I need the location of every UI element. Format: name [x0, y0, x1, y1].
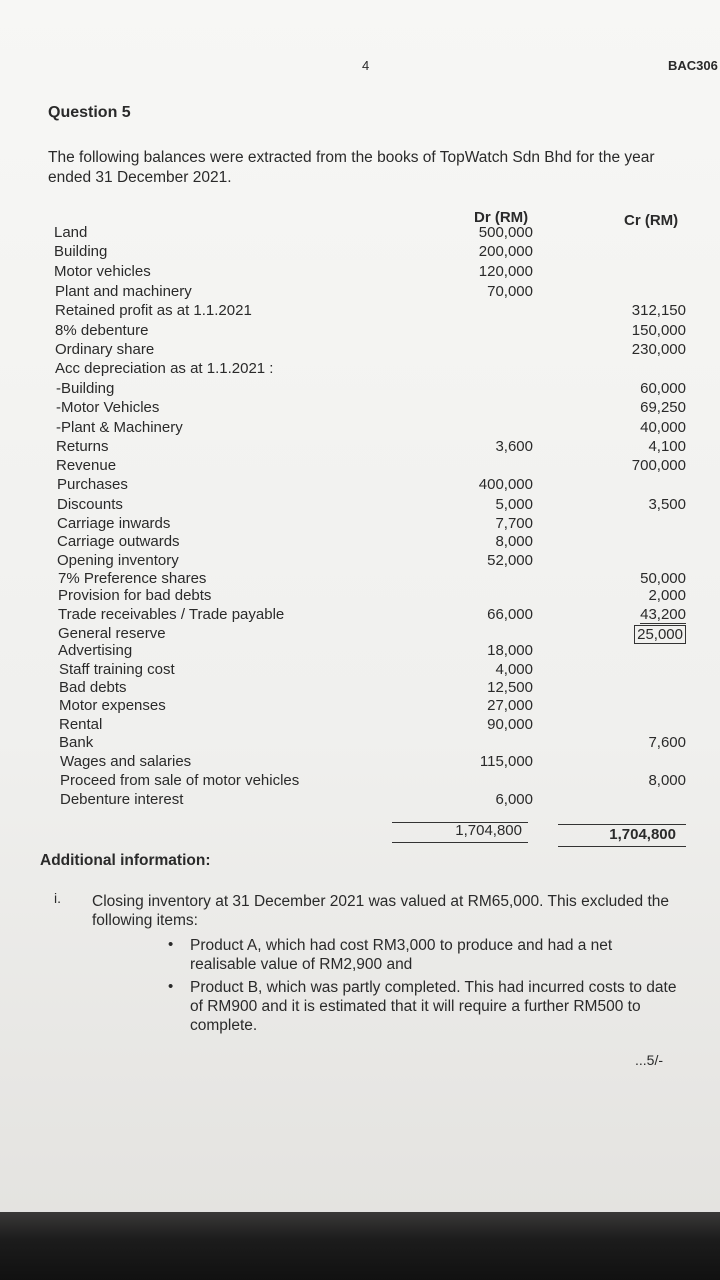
- table-row: [0, 515, 720, 535]
- total-cr: 1,704,800: [609, 826, 676, 843]
- row-debit: 7,700: [495, 515, 533, 532]
- row-debit: 115,000: [479, 753, 533, 770]
- table-row: [0, 322, 720, 342]
- bullet-icon: •: [168, 936, 174, 953]
- row-label: 7% Preference shares: [58, 570, 207, 587]
- row-label: Carriage outwards: [57, 533, 180, 550]
- row-credit: 230,000: [631, 341, 686, 358]
- bullet-icon: •: [168, 978, 174, 995]
- table-row: [0, 791, 720, 811]
- table-row: [0, 587, 720, 607]
- course-code: BAC306: [668, 58, 718, 73]
- table-row: [0, 224, 720, 244]
- row-debit: 500,000: [478, 224, 533, 241]
- table-row: [0, 341, 720, 361]
- row-debit: 400,000: [478, 476, 533, 493]
- table-row: [0, 243, 720, 263]
- row-debit: 8,000: [495, 533, 533, 550]
- table-row: [0, 360, 720, 380]
- row-label: 8% debenture: [55, 322, 149, 339]
- row-debit: 52,000: [487, 552, 533, 569]
- row-label: Returns: [56, 438, 109, 455]
- row-credit: 40,000: [640, 419, 686, 436]
- table-row: [0, 438, 720, 458]
- row-credit: 700,000: [631, 457, 686, 474]
- table-row: [0, 476, 720, 496]
- row-credit: 2,000: [648, 587, 686, 604]
- table-row: [0, 679, 720, 699]
- row-label: Motor vehicles: [54, 263, 151, 280]
- row-label: -Motor Vehicles: [56, 399, 160, 416]
- table-row: [0, 380, 720, 400]
- row-debit: 6,000: [495, 791, 533, 808]
- table-row: [0, 716, 720, 736]
- row-label: Opening inventory: [57, 552, 179, 569]
- table-row: [0, 419, 720, 439]
- row-credit: 3,500: [648, 496, 686, 513]
- table-row: [0, 606, 720, 626]
- row-credit: 25,000: [634, 625, 686, 644]
- row-label: Trade receivables / Trade payable: [58, 606, 285, 623]
- row-label: Provision for bad debts: [58, 587, 212, 604]
- row-debit: 5,000: [495, 496, 533, 513]
- table-row: [0, 772, 720, 792]
- row-label: Wages and salaries: [60, 753, 192, 770]
- row-debit: 120,000: [478, 263, 533, 280]
- bullet-product-b: Product B, which was partly completed. This had incurred costs to date of RM900 and it is estimated that it will require a further RM500 to complete.: [190, 979, 677, 1034]
- row-label: Purchases: [57, 476, 128, 493]
- table-row: [0, 697, 720, 717]
- row-label: Plant and machinery: [55, 283, 192, 300]
- row-credit: 69,250: [640, 399, 686, 416]
- question-title: Question 5: [48, 104, 131, 121]
- row-label: Ordinary share: [55, 341, 155, 358]
- row-label: Motor expenses: [59, 697, 166, 714]
- row-debit: 27,000: [487, 697, 533, 714]
- row-label: General reserve: [58, 625, 166, 642]
- row-label: Carriage inwards: [57, 515, 171, 532]
- table-row: [0, 661, 720, 681]
- row-label: -Building: [56, 380, 115, 397]
- row-label: Bad debts: [59, 679, 127, 696]
- row-label: Proceed from sale of motor vehicles: [60, 772, 300, 789]
- row-label: Acc depreciation as at 1.1.2021 :: [55, 360, 274, 377]
- row-label: Bank: [59, 734, 94, 751]
- row-label: Rental: [59, 716, 103, 733]
- cr-total-rule-bottom: [558, 846, 686, 847]
- bullet-product-a: Product A, which had cost RM3,000 to produce and had a net realisable value of RM2,900 and: [190, 937, 613, 973]
- cr-column-header: Cr (RM): [624, 212, 679, 229]
- row-credit: 4,100: [648, 438, 686, 455]
- continue-marker: ...5/-: [635, 1052, 664, 1068]
- table-row: [0, 399, 720, 419]
- photo-bottom-edge: [0, 1212, 720, 1280]
- row-credit: 7,600: [648, 734, 686, 751]
- table-row: [0, 263, 720, 283]
- table-row: [0, 734, 720, 754]
- row-label: Land: [54, 224, 88, 241]
- additional-info-title: Additional information:: [40, 852, 211, 869]
- table-row: [0, 283, 720, 303]
- row-credit: 8,000: [648, 772, 686, 789]
- item-text: Closing inventory at 31 December 2021 was valued at RM65,000. This excluded the following items:: [92, 893, 669, 929]
- row-label: Debenture interest: [60, 791, 184, 808]
- table-row: [0, 496, 720, 516]
- cr-total-rule-top: [558, 824, 686, 825]
- row-debit: 66,000: [487, 606, 533, 623]
- table-row: [0, 302, 720, 322]
- row-label: Staff training cost: [59, 661, 175, 678]
- dr-column-header: Dr (RM): [474, 209, 529, 226]
- row-label: Revenue: [56, 457, 117, 474]
- row-label: Discounts: [57, 496, 123, 513]
- row-credit: 43,200: [640, 606, 686, 623]
- total-dr: 1,704,800: [455, 822, 522, 839]
- table-row: [0, 642, 720, 662]
- row-debit: 4,000: [495, 661, 533, 678]
- row-debit: 3,600: [495, 438, 533, 455]
- row-label: Advertising: [58, 642, 133, 659]
- dr-total-rule-bottom: [392, 842, 528, 843]
- row-credit: 312,150: [631, 302, 686, 319]
- row-label: Building: [54, 243, 108, 260]
- question-intro: The following balances were extracted from the books of TopWatch Sdn Bhd for the year ended 31 December 2021.: [48, 149, 655, 186]
- table-row: [0, 533, 720, 553]
- page-number: 4: [362, 58, 370, 73]
- row-debit: 18,000: [487, 642, 533, 659]
- row-credit: 150,000: [631, 322, 686, 339]
- row-label: Retained profit as at 1.1.2021: [55, 302, 252, 319]
- table-row: [0, 552, 720, 572]
- row-credit: 60,000: [640, 380, 686, 397]
- item-marker: i.: [54, 890, 61, 906]
- row-label: -Plant & Machinery: [56, 419, 183, 436]
- row-debit: 12,500: [487, 679, 533, 696]
- table-row: [0, 753, 720, 773]
- row-debit: 90,000: [487, 716, 533, 733]
- row-debit: 200,000: [478, 243, 533, 260]
- row-credit: 50,000: [640, 570, 686, 587]
- table-row: [0, 457, 720, 477]
- row-debit: 70,000: [487, 283, 533, 300]
